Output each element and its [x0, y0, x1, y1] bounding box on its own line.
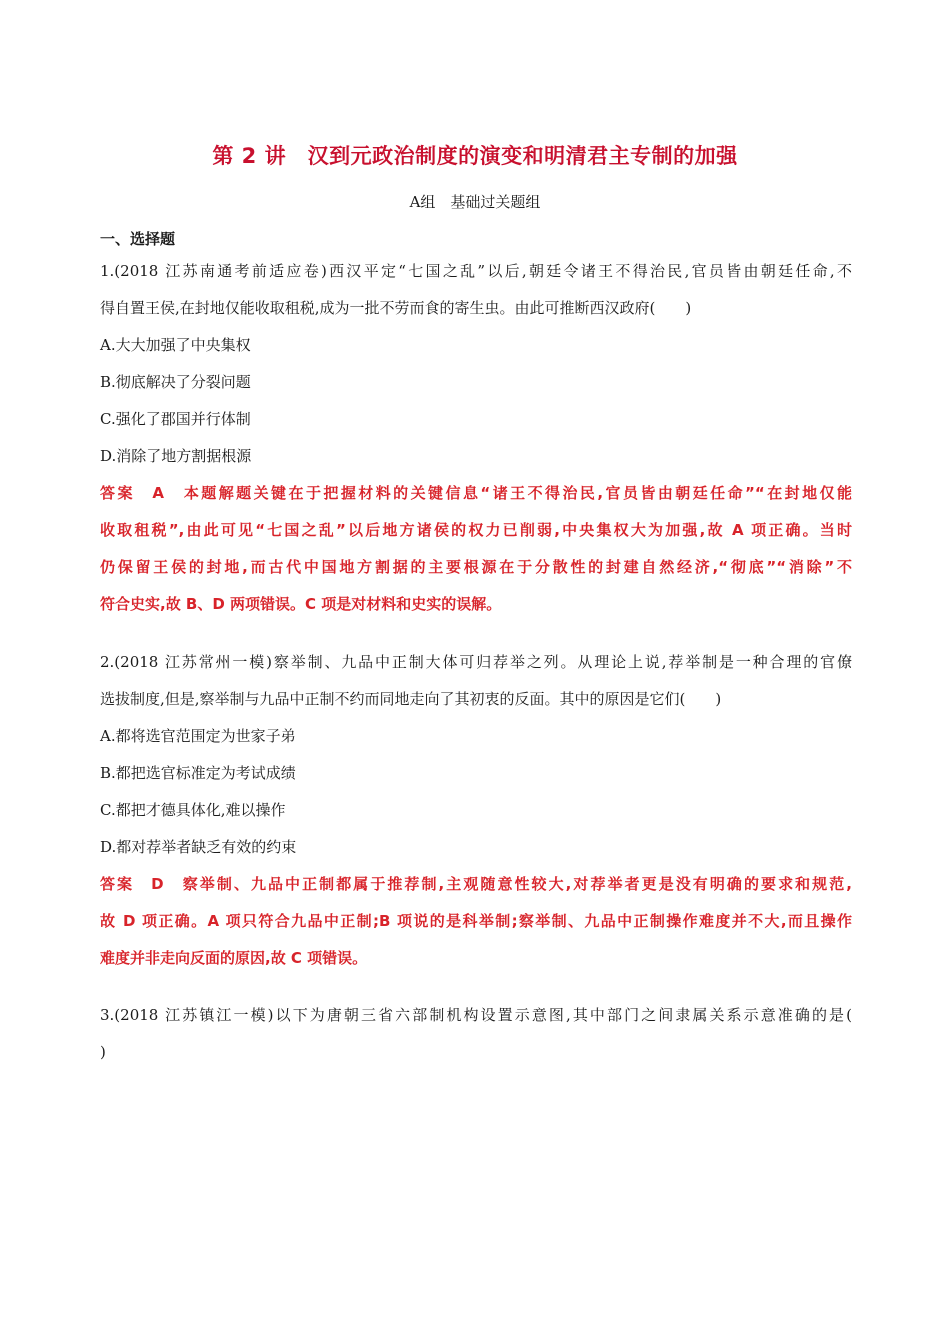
option-a: A.大大加强了中央集权: [100, 336, 251, 354]
question-2: [100, 644, 852, 977]
option-c: C.强化了郡国并行体制: [100, 410, 251, 428]
answer-line: 答案 D 察举制、九品中正制都属于推荐制,主观随意性较大,对荐举者更是没有明确的要求和规范,: [100, 875, 852, 893]
question-stem-line: 2.(2018 江苏常州一模)察举制、九品中正制大体可归荐举之列。从理论上说,荐举制是一种合理的官僚: [100, 653, 852, 671]
answer-line: 收取租税”,由此可见“七国之乱”以后地方诸侯的权力已削弱,中央集权大为加强,故 A 项正确。当时: [100, 521, 852, 539]
question-stem-line: ): [100, 1043, 106, 1061]
question-stem-line: 选拔制度,但是,察举制与九品中正制不约而同地走向了其初衷的反面。其中的原因是它们( ): [100, 690, 722, 708]
group-heading: A组 基础过关题组: [409, 193, 541, 211]
lesson-title: 第 2 讲 汉到元政治制度的演变和明清君主专制的加强: [212, 144, 738, 168]
option-d: D.都对荐举者缺乏有效的约束: [100, 838, 297, 856]
question-stem-line: 1.(2018 江苏南通考前适应卷)西汉平定“七国之乱”以后,朝廷令诸王不得治民,官员皆由朝廷任命,不: [100, 262, 852, 280]
answer-line: 故 D 项正确。A 项只符合九品中正制;B 项说的是科举制;察举制、九品中正制操作难度并不大,而且操作: [100, 912, 852, 930]
option-b: B.彻底解决了分裂问题: [100, 373, 251, 391]
answer-line: 仍保留王侯的封地,而古代中国地方割据的主要根源在于分散性的封建自然经济,“彻底”“消除”不: [100, 558, 852, 576]
question-1: [100, 253, 852, 623]
question-3: [100, 997, 852, 1071]
option-a: A.都将选官范围定为世家子弟: [100, 727, 296, 745]
answer-line: 符合史实,故 B、D 两项错误。C 项是对材料和史实的误解。: [100, 595, 502, 613]
answer-line: 答案 A 本题解题关键在于把握材料的关键信息“诸王不得治民,官员皆由朝廷任命”“在封地仅能: [100, 484, 852, 502]
answer-line: 难度并非走向反面的原因,故 C 项错误。: [100, 949, 368, 967]
question-stem-line: 得自置王侯,在封地仅能收取租税,成为一批不劳而食的寄生虫。由此可推断西汉政府( ): [100, 299, 692, 317]
section-heading: 一、选择题: [100, 230, 176, 248]
option-b: B.都把选官标准定为考试成绩: [100, 764, 296, 782]
question-stem-line: 3.(2018 江苏镇江一模)以下为唐朝三省六部制机构设置示意图,其中部门之间隶属关系示意准确的是(: [100, 1006, 852, 1024]
option-d: D.消除了地方割据根源: [100, 447, 252, 465]
option-c: C.都把才德具体化,难以操作: [100, 801, 286, 819]
